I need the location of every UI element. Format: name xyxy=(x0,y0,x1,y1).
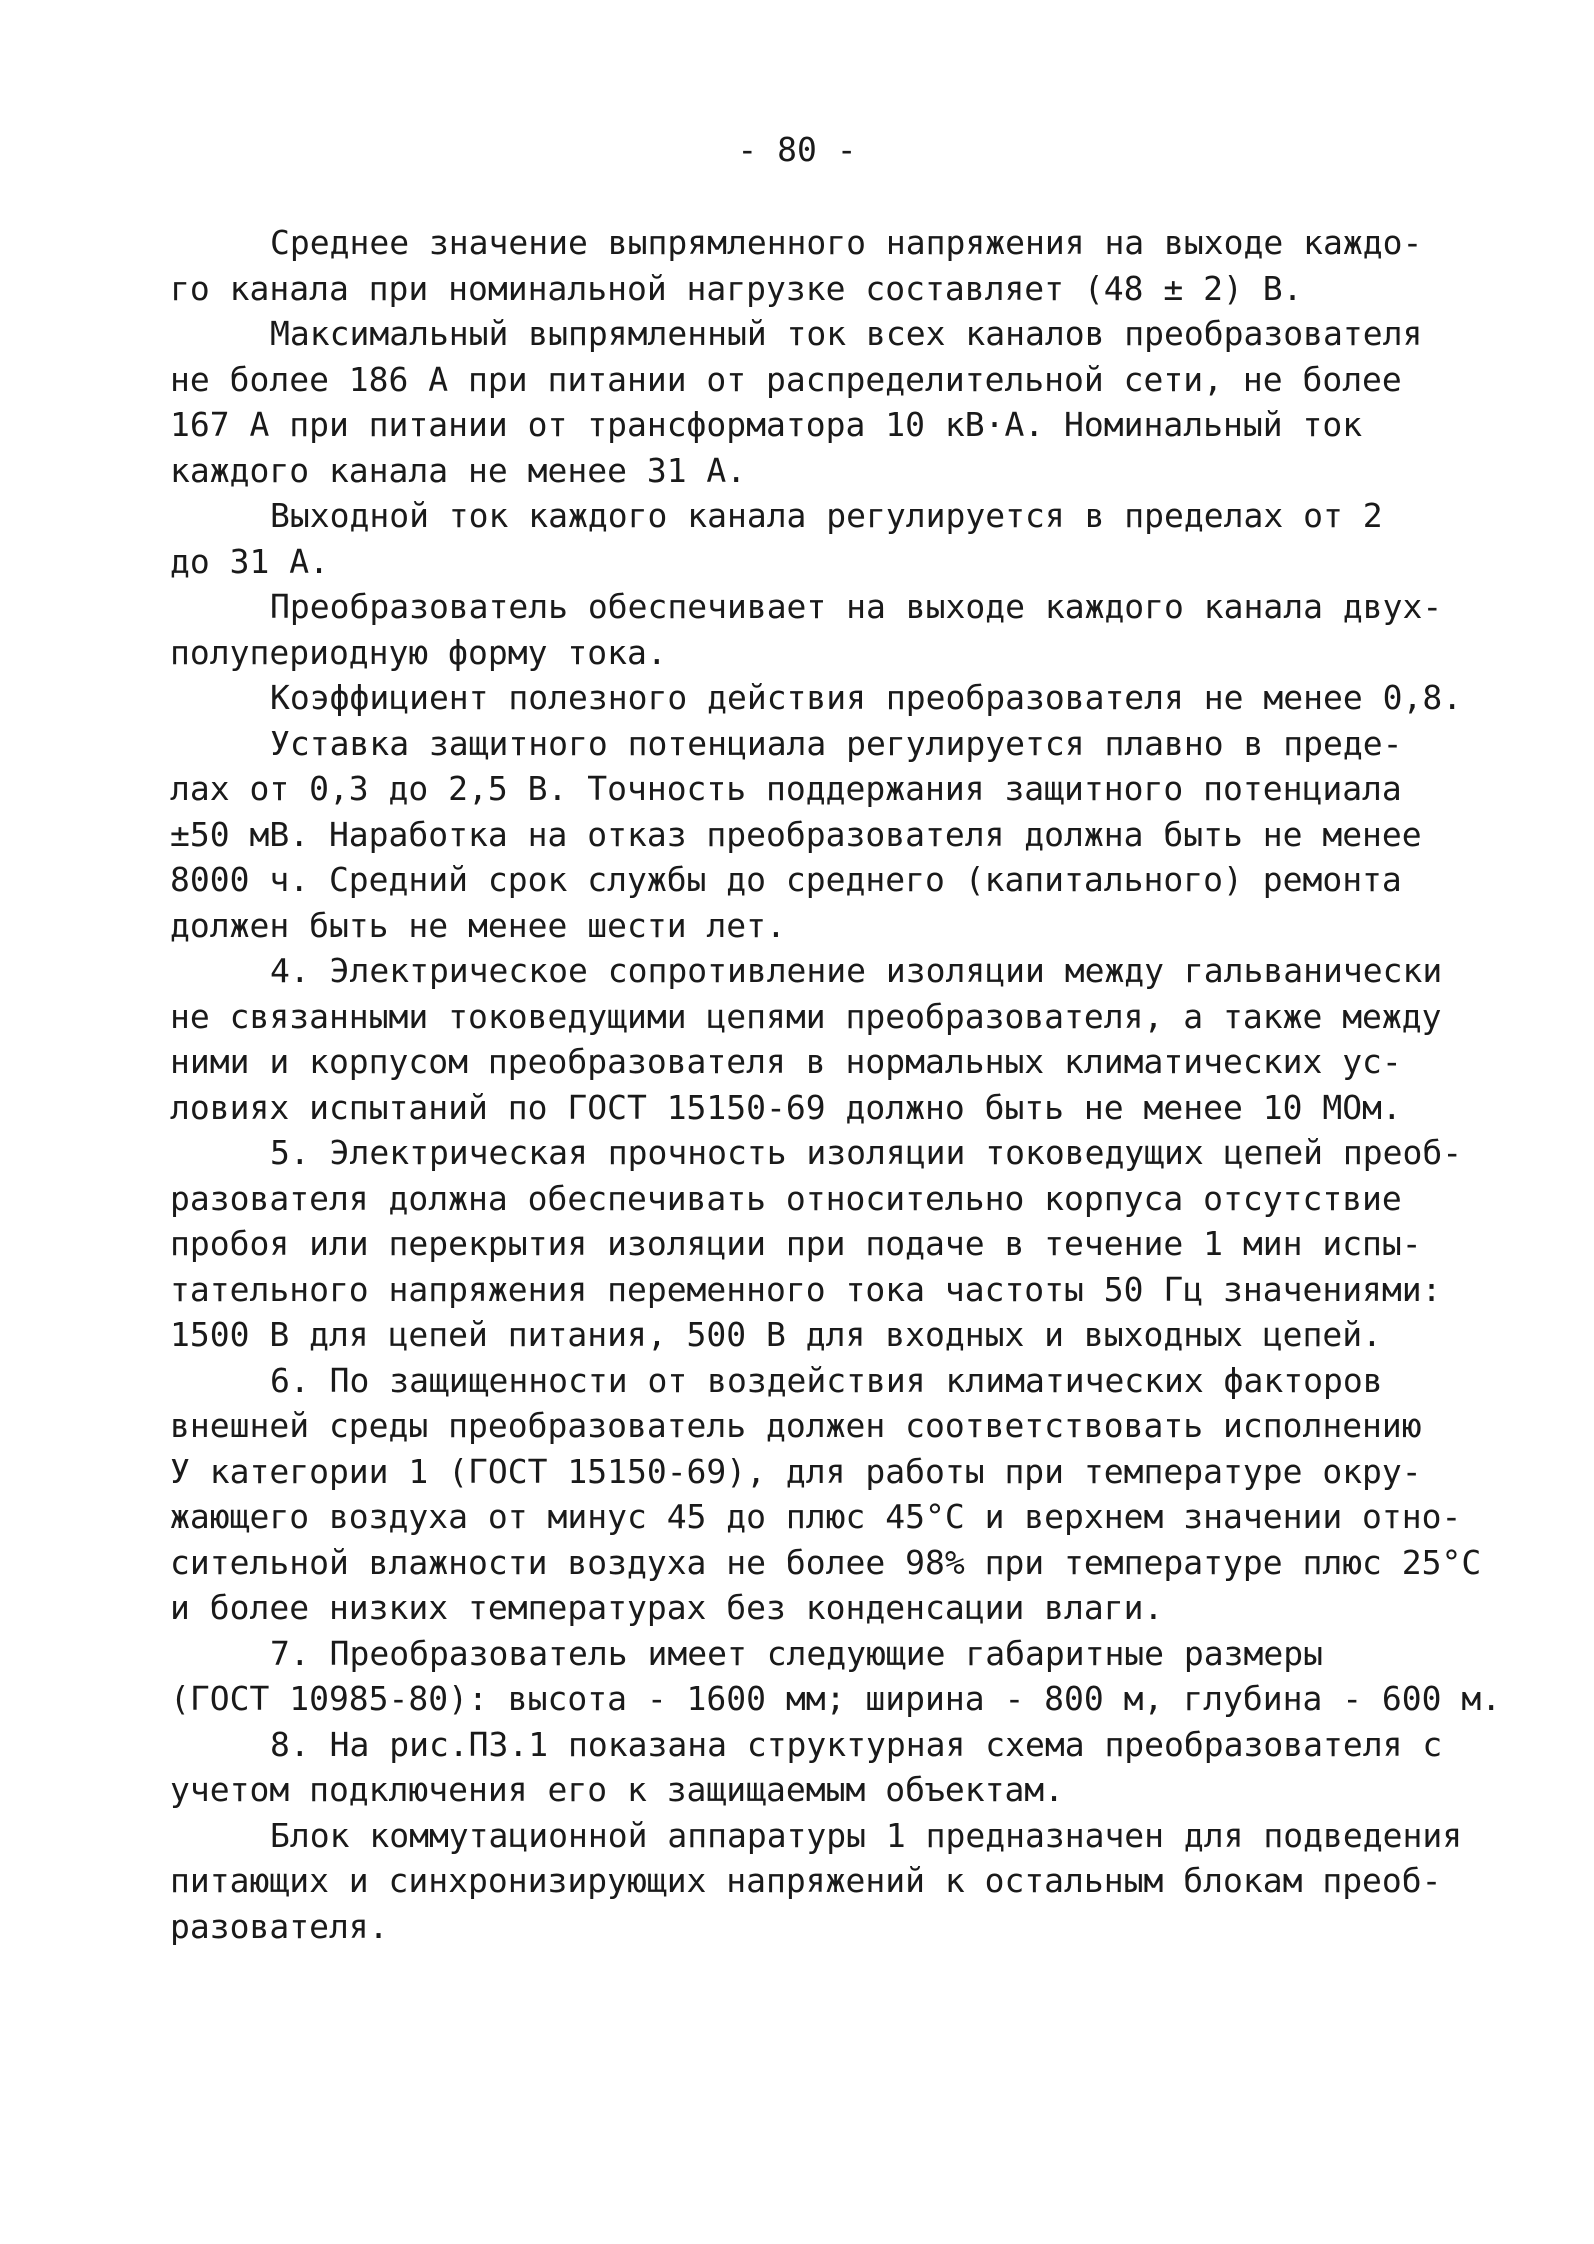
text-line: Максимальный выпрямленный ток всех каналов преобразователя xyxy=(270,314,1423,353)
paragraph xyxy=(170,584,1443,675)
text-line: ловиях испытаний по ГОСТ 15150-69 должно быть не менее 10 МОм. xyxy=(170,1087,1402,1127)
text-line: 6. По защищенности от воздействия климатических факторов xyxy=(270,1360,1383,1400)
text-line: разователя. xyxy=(170,1906,389,1946)
text-line: Уставка защитного потенциала регулируется плавно в преде- xyxy=(270,723,1403,763)
paragraph xyxy=(170,1722,1443,1813)
text-line: ±50 мВ. Наработка на отказ преобразователя должна быть не менее xyxy=(170,814,1422,854)
page-number: - 80 - xyxy=(737,130,857,169)
text-line: сительной влажности воздуха не более 98% при температуре плюс 25°С xyxy=(170,1542,1482,1582)
text-line: Выходной ток каждого канала регулируется в пределах от 2 xyxy=(270,496,1383,535)
text-line: 4. Электрическое сопротивление изоляции между гальванически xyxy=(270,951,1443,990)
text-line: разователя должна обеспечивать относительно корпуса отсутствие xyxy=(170,1178,1402,1218)
text-line: 7. Преобразователь имеет следующие габаритные размеры xyxy=(270,1633,1323,1673)
text-line: (ГОСТ 10985-80): высота - 1600 мм; ширина - 800 м, глубина - 600 м. xyxy=(170,1679,1502,1718)
text-line: внешней среды преобразователь должен соответствовать исполнению xyxy=(170,1406,1422,1445)
paragraph xyxy=(170,721,1440,949)
text-line: питающих и синхронизирующих напряжений к остальным блокам преоб- xyxy=(170,1861,1442,1900)
text-line: 8. На рис.П3.1 показана структурная схема преобразователя с xyxy=(270,1724,1443,1764)
text-line: и более низких температурах без конденсации влаги. xyxy=(170,1588,1164,1627)
paragraph xyxy=(170,493,1440,584)
text-line: ними и корпусом преобразователя в нормальных климатических ус- xyxy=(170,1042,1402,1081)
paragraph xyxy=(170,220,1440,311)
text-line: учетом подключения его к защищаемым объектам. xyxy=(170,1770,1065,1809)
text-line: 5. Электрическая прочность изоляции токоведущих цепей преоб- xyxy=(270,1133,1463,1172)
text-line: не связанными токоведущими цепями преобразователя, а также между xyxy=(170,996,1442,1036)
paragraph xyxy=(170,1130,1463,1358)
paragraph xyxy=(170,311,1440,493)
paragraph xyxy=(170,948,1443,1130)
text-line: каждого канала не менее 31 А. xyxy=(170,450,747,490)
text-line: не более 186 А при питании от распределительной сети, не более xyxy=(170,359,1402,399)
text-line: У категории 1 (ГОСТ 15150-69), для работы при температуре окру- xyxy=(170,1451,1422,1491)
text-line: жающего воздуха от минус 45 до плюс 45°С и верхнем значении отно- xyxy=(170,1497,1462,1536)
paragraph xyxy=(170,675,1463,721)
text-line: до 31 А. xyxy=(170,541,329,581)
document-body xyxy=(170,220,1502,1949)
text-line: пробоя или перекрытия изоляции при подаче в течение 1 мин испы- xyxy=(170,1224,1422,1263)
text-line: 1500 В для цепей питания, 500 В для входных и выходных цепей. xyxy=(170,1315,1382,1354)
text-line: 8000 ч. Средний срок службы до среднего (капитального) ремонта xyxy=(170,860,1402,899)
text-line: Коэффициент полезного действия преобразователя не менее 0,8. xyxy=(270,678,1463,717)
text-line: полупериодную форму тока. xyxy=(170,632,667,672)
text-line: Среднее значение выпрямленного напряжения на выходе каждо- xyxy=(270,223,1423,262)
paragraph xyxy=(170,1813,1463,1950)
text-line: должен быть не менее шести лет. xyxy=(170,905,786,945)
paragraph xyxy=(170,1358,1482,1631)
text-line: тательного напряжения переменного тока частоты 50 Гц значениями: xyxy=(170,1269,1442,1309)
text-line: 167 А при питании от трансформатора 10 кВ·А. Номинальный ток xyxy=(170,405,1363,444)
text-line: лах от 0,3 до 2,5 В. Точность поддержания защитного потенциала xyxy=(170,769,1402,808)
text-line: го канала при номинальной нагрузке составляет (48 ± 2) В. xyxy=(170,268,1303,308)
text-line: Преобразователь обеспечивает на выходе каждого канала двух- xyxy=(270,587,1443,626)
text-line: Блок коммутационной аппаратуры 1 предназначен для подведения xyxy=(270,1815,1463,1855)
paragraph xyxy=(170,1631,1502,1722)
